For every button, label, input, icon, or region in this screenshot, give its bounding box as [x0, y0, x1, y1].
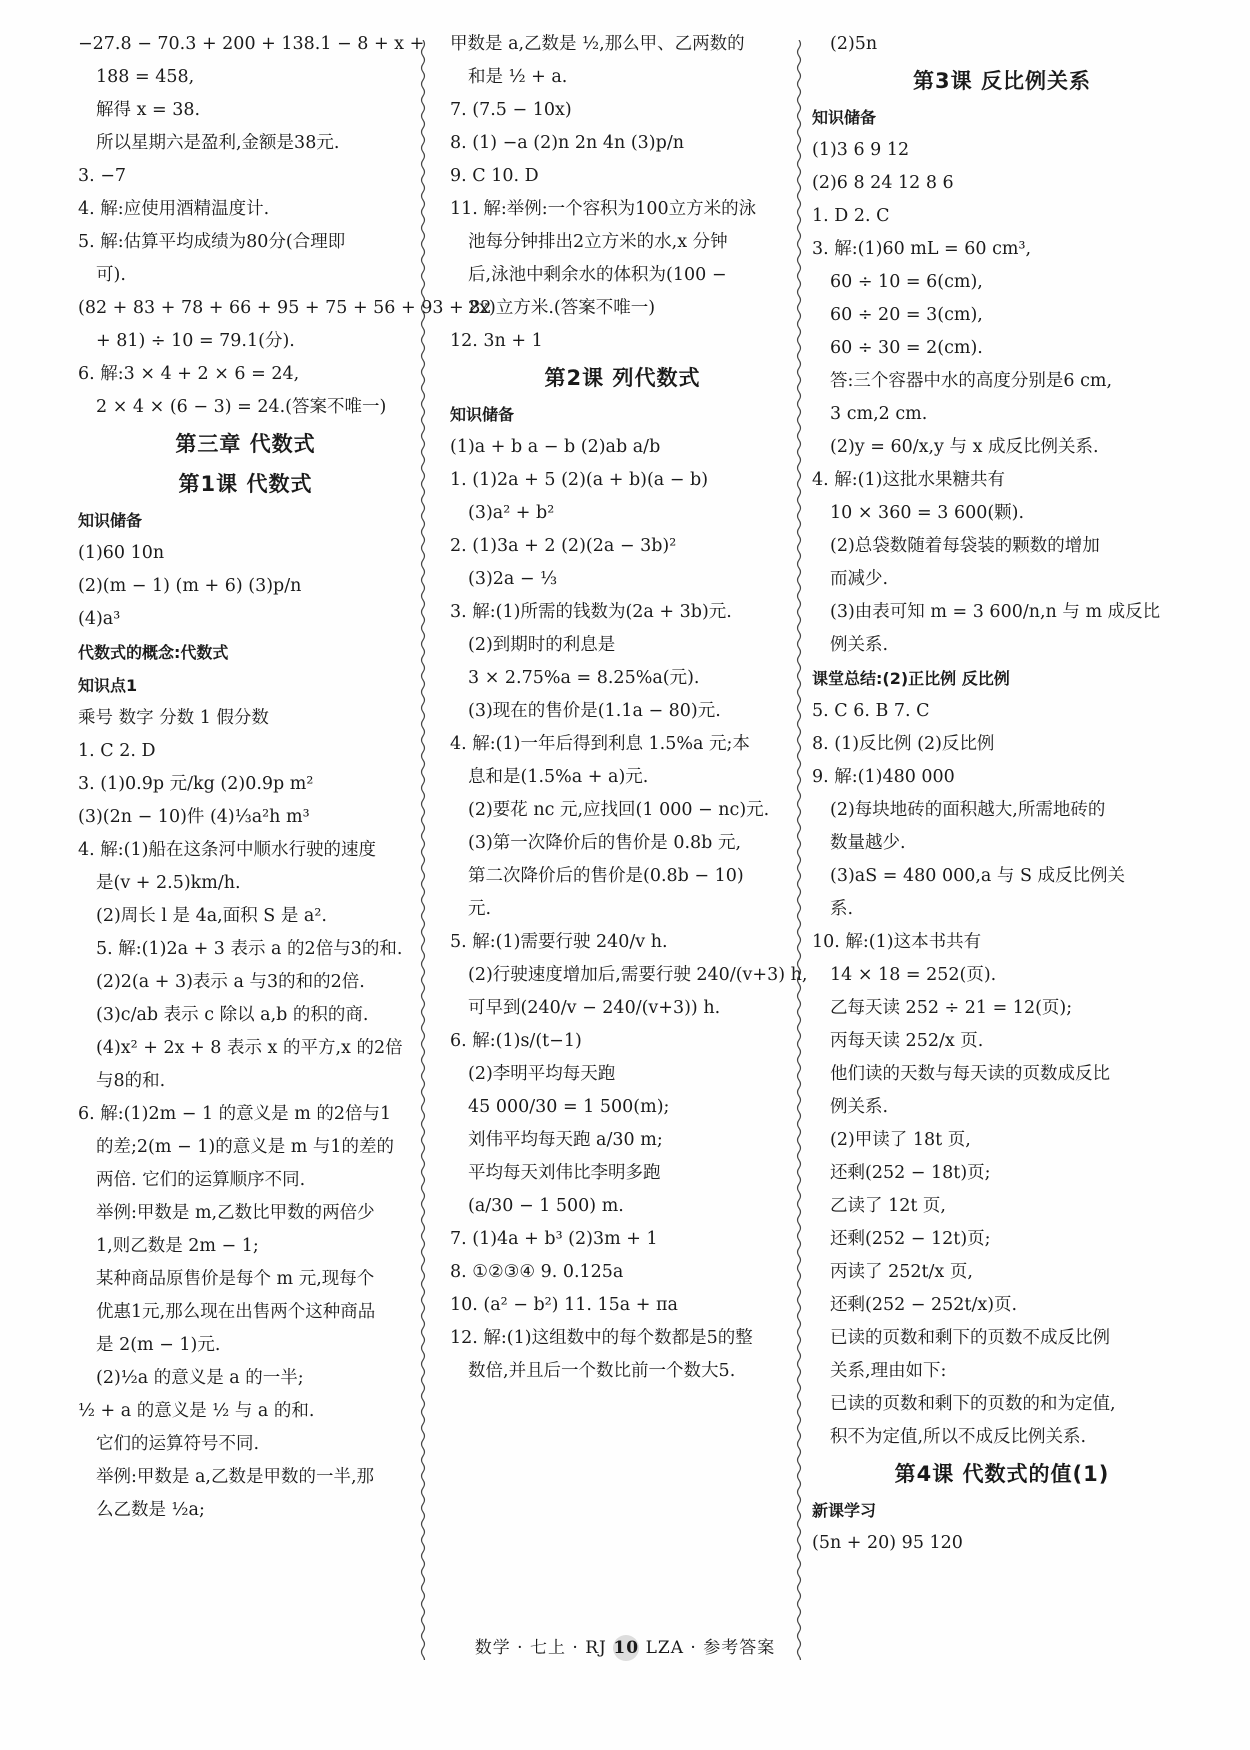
answer-line: 新课学习 [812, 1501, 877, 1520]
answer-line: 4. 解:(1)一年后得到利息 1.5%a 元;本 [450, 734, 750, 754]
answer-line: 12. 3n + 1 [450, 331, 543, 351]
answer-line: (2)每块地砖的面积越大,所需地砖的 [830, 800, 1106, 820]
answer-line: 例关系. [830, 1097, 889, 1117]
answer-line: 例关系. [830, 635, 889, 655]
answer-line: 息和是(1.5%a + a)元. [468, 767, 649, 787]
answer-line: 答:三个容器中水的高度分别是6 cm, [830, 371, 1113, 391]
answer-line: (3)2a − ⅓ [468, 569, 558, 589]
answer-line: 4. 解:(1)船在这条河中顺水行驶的速度 [78, 840, 376, 860]
answer-line: 两倍. 它们的运算顺序不同. [96, 1170, 306, 1190]
answer-line: 所以星期六是盈利,金额是38元. [96, 133, 340, 153]
answer-line: 丙每天读 252/x 页. [830, 1031, 984, 1051]
answer-line: 11. 解:举例:一个容积为100立方米的泳 [450, 199, 757, 219]
answer-line: 还剩(252 − 12t)页; [830, 1229, 991, 1249]
answer-line: 刘伟平均每天跑 a/30 m; [468, 1130, 663, 1150]
answer-line: 还剩(252 − 18t)页; [830, 1163, 991, 1183]
section-heading: 第1课 代数式 [178, 472, 313, 496]
answer-line: 举例:甲数是 m,乙数比甲数的两倍少 [96, 1203, 375, 1223]
answer-line: 与8的和. [96, 1071, 166, 1091]
answer-line: 1. C 2. D [78, 741, 156, 761]
answer-line: 元. [468, 899, 492, 919]
answer-line: 乙每天读 252 ÷ 21 = 12(页); [830, 998, 1073, 1018]
answer-line: (3)a² + b² [468, 503, 555, 523]
footer-right: LZA · 参考答案 [645, 1638, 776, 1658]
answer-line: 2 × 4 × (6 − 3) = 24.(答案不唯一) [96, 397, 387, 417]
answer-line: (2)y = 60/x,y 与 x 成反比例关系. [830, 437, 1099, 457]
answer-line: 3. (1)0.9p 元/kg (2)0.9p m² [78, 774, 314, 794]
answer-line: 关系,理由如下: [830, 1361, 947, 1381]
answer-line: (2)5n [830, 34, 878, 54]
footer-left: 数学 · 七上 · RJ [474, 1638, 607, 1658]
answer-line: 60 ÷ 10 = 6(cm), [830, 272, 983, 292]
answer-line: 3 cm,2 cm. [830, 404, 928, 424]
answer-line: 9. C 10. D [450, 166, 539, 186]
answer-line: 60 ÷ 20 = 3(cm), [830, 305, 983, 325]
answer-line: 知识点1 [78, 676, 138, 695]
answer-line: 知识储备 [78, 511, 143, 530]
answer-line: 1. D 2. C [812, 206, 890, 226]
answer-line: (3)(2n − 10)件 (4)⅓a²h m³ [78, 807, 310, 827]
answer-line: 数量越少. [830, 833, 906, 853]
answer-line: 而减少. [830, 569, 889, 589]
section-heading: 第2课 列代数式 [544, 366, 701, 390]
answer-line: 知识储备 [450, 405, 515, 424]
answer-line: 系. [830, 899, 854, 919]
answer-column-1 [78, 28, 492, 1527]
answer-line: 3. −7 [78, 166, 127, 186]
answer-line: (2)2(a + 3)表示 a 与3的和的2倍. [96, 972, 365, 992]
page-number: 10 [613, 1635, 639, 1661]
answer-line: (4)x² + 2x + 8 表示 x 的平方,x 的2倍 [96, 1038, 403, 1058]
answer-line: (3)aS = 480 000,a 与 S 成反比例关 [830, 866, 1126, 886]
page-footer [0, 1633, 1250, 1661]
answer-line: 1. (1)2a + 5 (2)(a + b)(a − b) [450, 470, 709, 490]
answer-line: 10. (a² − b²) 11. 15a + πa [450, 1295, 678, 1315]
answer-line: 3 × 2.75%a = 8.25%a(元). [468, 668, 700, 688]
answer-line: 60 ÷ 30 = 2(cm). [830, 338, 983, 358]
answer-line: 可早到(240/v − 240/(v+3)) h. [468, 998, 721, 1018]
answer-line: (3)由表可知 m = 3 600/n,n 与 m 成反比 [830, 602, 1161, 622]
answer-line: 12. 解:(1)这组数中的每个数都是5的整 [450, 1328, 753, 1348]
answer-line: ½ + a 的意义是 ½ 与 a 的和. [78, 1401, 315, 1421]
answer-line: 8. (1) −a (2)n 2n 4n (3)p/n [450, 133, 684, 153]
answer-line: 2x)立方米.(答案不唯一) [468, 298, 656, 318]
answer-line: (5n + 20) 95 120 [812, 1533, 963, 1553]
answer-line: (2)½a 的意义是 a 的一半; [96, 1368, 304, 1388]
answer-line: 后,泳池中剩余水的体积为(100 − [468, 265, 727, 285]
answer-line: 已读的页数和剩下的页数的和为定值, [830, 1394, 1116, 1414]
answer-line: 45 000/30 = 1 500(m); [468, 1097, 670, 1117]
answer-line: + 81) ÷ 10 = 79.1(分). [96, 331, 295, 351]
answer-line: (2)行驶速度增加后,需要行驶 240/(v+3) h, [468, 965, 808, 985]
section-heading: 第4课 代数式的值(1) [894, 1462, 1110, 1486]
answer-line: (2)李明平均每天跑 [468, 1064, 616, 1084]
answer-line: 甲数是 a,乙数是 ½,那么甲、乙两数的 [450, 34, 745, 54]
answer-line: 3. 解:(1)60 mL = 60 cm³, [812, 239, 1032, 259]
answer-line: 积不为定值,所以不成反比例关系. [830, 1427, 1087, 1447]
answer-line: 优惠1元,那么现在出售两个这种商品 [96, 1302, 376, 1322]
answer-line: 7. (1)4a + b³ (2)3m + 1 [450, 1229, 658, 1249]
answer-line: (3)第一次降价后的售价是 0.8b 元, [468, 833, 742, 853]
answer-line: 数倍,并且后一个数比前一个数大5. [468, 1361, 736, 1381]
answer-line: 代数式的概念:代数式 [78, 643, 229, 662]
answer-line: 举例:甲数是 a,乙数是甲数的一半,那 [96, 1467, 375, 1487]
answer-line: (2)总袋数随着每袋装的颗数的增加 [830, 536, 1100, 556]
answer-line: 乘号 数字 分数 1 假分数 [78, 708, 269, 728]
answer-line: 6. 解:(1)2m − 1 的意义是 m 的2倍与1 [78, 1104, 392, 1124]
answer-line: 可). [96, 265, 126, 285]
answer-line: 池每分钟排出2立方米的水,x 分钟 [468, 232, 728, 252]
answer-line: 它们的运算符号不同. [96, 1434, 260, 1454]
answer-line: (2)周长 l 是 4a,面积 S 是 a². [96, 906, 327, 926]
answer-line: 丙读了 252t/x 页, [830, 1262, 973, 1282]
answer-line: 某种商品原售价是每个 m 元,现每个 [96, 1269, 375, 1289]
answer-line: 10 × 360 = 3 600(颗). [830, 503, 1025, 523]
answer-column-3 [812, 28, 1192, 1560]
answer-line: (2)6 8 24 12 8 6 [812, 173, 954, 193]
answer-line: 14 × 18 = 252(页). [830, 965, 997, 985]
answer-line: 9. 解:(1)480 000 [812, 767, 955, 787]
answer-line: 课堂总结:(2)正比例 反比例 [812, 669, 1010, 688]
answer-line: (a/30 − 1 500) m. [468, 1196, 624, 1216]
answer-line: 第二次降价后的售价是(0.8b − 10) [468, 866, 744, 886]
answer-line: 188 = 458, [96, 67, 195, 87]
answer-line: 和是 ½ + a. [468, 67, 568, 87]
answer-line: 2. (1)3a + 2 (2)(2a − 3b)² [450, 536, 677, 556]
answer-line: 已读的页数和剩下的页数不成反比例 [830, 1328, 1110, 1348]
section-heading: 第三章 代数式 [175, 432, 316, 456]
answer-line: 乙读了 12t 页, [830, 1196, 946, 1216]
answer-line: 6. 解:(1)s/(t−1) [450, 1031, 582, 1051]
answer-line: (1)3 6 9 12 [812, 140, 910, 160]
answer-line: 平均每天刘伟比李明多跑 [468, 1163, 661, 1183]
answer-line: 5. 解:估算平均成绩为80分(合理即 [78, 232, 346, 252]
answer-line: (2)甲读了 18t 页, [830, 1130, 971, 1150]
answer-line: (82 + 83 + 78 + 66 + 95 + 75 + 56 + 93 + 82 [78, 298, 492, 318]
answer-line: 7. (7.5 − 10x) [450, 100, 572, 120]
answer-line: (3)c/ab 表示 c 除以 a,b 的积的商. [96, 1005, 369, 1025]
answer-line: (3)现在的售价是(1.1a − 80)元. [468, 701, 721, 721]
answer-line: (1)60 10n [78, 543, 165, 563]
answer-line: 5. 解:(1)需要行驶 240/v h. [450, 932, 668, 952]
answer-line: −27.8 − 70.3 + 200 + 138.1 − 8 + x + [78, 34, 425, 54]
answer-line: 5. 解:(1)2a + 3 表示 a 的2倍与3的和. [96, 939, 403, 959]
answer-line: 么乙数是 ½a; [96, 1500, 205, 1520]
answer-line: 解得 x = 38. [96, 100, 201, 120]
section-heading: 第3课 反比例关系 [913, 69, 1091, 93]
answer-line: (2)到期时的利息是 [468, 635, 616, 655]
answer-line: 8. ①②③④ 9. 0.125a [450, 1262, 624, 1282]
answer-line: 5. C 6. B 7. C [812, 701, 930, 721]
answer-line: 的差;2(m − 1)的意义是 m 与1的差的 [96, 1137, 395, 1157]
answer-line: (4)a³ [78, 609, 121, 629]
answer-line: 是 2(m − 1)元. [96, 1335, 221, 1355]
answer-line: 4. 解:(1)这批水果糖共有 [812, 470, 1005, 490]
wavy-divider-1 [420, 40, 426, 1660]
answer-line: 8. (1)反比例 (2)反比例 [812, 734, 995, 754]
answer-line: 6. 解:3 × 4 + 2 × 6 = 24, [78, 364, 300, 384]
answer-line: 1,则乙数是 2m − 1; [96, 1236, 259, 1256]
wavy-divider-2 [796, 40, 802, 1660]
answer-line: 知识储备 [812, 108, 877, 127]
answer-line: 还剩(252 − 252t/x)页. [830, 1295, 1018, 1315]
answer-line: 他们读的天数与每天读的页数成反比 [830, 1064, 1110, 1084]
answer-line: 10. 解:(1)这本书共有 [812, 932, 982, 952]
answer-column-2 [450, 28, 808, 1388]
answer-line: 是(v + 2.5)km/h. [96, 873, 241, 893]
answer-line: 3. 解:(1)所需的钱数为(2a + 3b)元. [450, 602, 732, 622]
answer-line: (2)要花 nc 元,应找回(1 000 − nc)元. [468, 800, 770, 820]
answer-line: 4. 解:应使用酒精温度计. [78, 199, 270, 219]
answer-line: (1)a + b a − b (2)ab a/b [450, 437, 661, 457]
answer-line: (2)(m − 1) (m + 6) (3)p/n [78, 576, 302, 596]
